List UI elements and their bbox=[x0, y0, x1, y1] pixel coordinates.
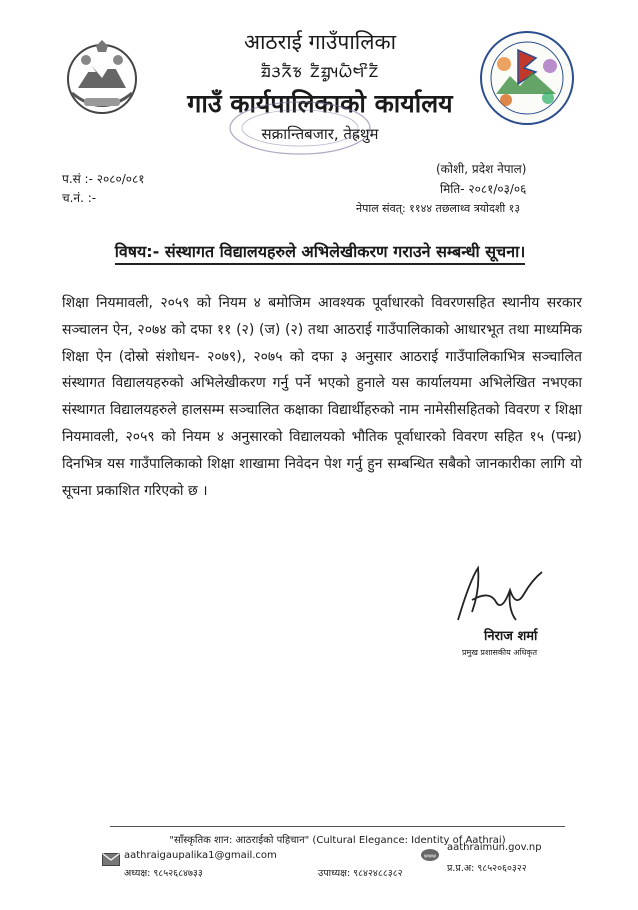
globe-icon bbox=[420, 847, 440, 861]
office-name-limbu: ᤀᤠᤋᤖᤠᤃ ᤁᤠᤀᤢᤵᤐᤠᤗᤡᤁᤠ bbox=[260, 58, 380, 82]
notice-body: शिक्षा नियमावली, २०५९ को नियम ४ बमोजिम आवश्यक पूर्वाधारको विवरणसहित स्थानीय सरकार सञ्चालन ऐन, २०७४ को दफा ११ (२) (ज) (२) तथा आठराई गाउँपालिकाको आधारभूत तथा माध्यमिक शिक्षा ऐन (दोस्रो संशोधन- २०७९), २०७५ को दफा ३ अनुसार आठराई गाउँपालिकाभित्र सञ्चालित संस्थागत विद्यालयहरुको अभिलेखीकरण गर्नु पर्ने भएको हुनाले यस कार्यालयमा अभिलेखित नभएका संस्थागत विद्यालयहरुले हालसम्म सञ्चालित कक्षाका विद्यार्थीहरुको नाम नामेसीसहितको विवरण र शिक्षा नियमावली, २०५९ को नियम ४ अनुसारको विद्यालयको भौतिक पूर्वाधारको विवरण सहित १५ (पन्ध्र) दिनभित्र यस गाउँपालिकाको शिक्षा शाखामा निवेदन पेश गर्नु हुन सम्बन्धित सबैको जानकारीका लागि यो सूचना प्रकाशित गरिएको छ । bbox=[62, 295, 582, 499]
office-title: गाउँ कार्यपालिकाको कार्यालय bbox=[187, 89, 453, 118]
office-stamp-icon bbox=[225, 100, 375, 160]
footer-slogan: "साँस्कृतिक शान: आठराईको पहिचान" (Cultural Elegance: Identity of Aathrai) bbox=[169, 835, 506, 846]
office-name: आठराई गाउँपालिका bbox=[243, 30, 397, 54]
footer-vice-chair-phone: उपाध्यक्ष: ९८४२४८८३८२ bbox=[318, 868, 403, 879]
footer-website[interactable]: aathraimun.gov.np bbox=[447, 842, 542, 853]
nepal-samvat-date: नेपाल संवत्: ११४४ तछलाथ्व त्रयोदशी १३ bbox=[356, 202, 521, 215]
footer-cao-phone: प्र.प्र.अ: ९८५२०६०३२२ bbox=[447, 863, 527, 874]
email-icon bbox=[102, 851, 120, 864]
footer-divider bbox=[110, 826, 565, 827]
province-label: (कोशी, प्रदेश नेपाल) bbox=[436, 162, 527, 176]
signatory-name: निराज शर्मा bbox=[484, 629, 538, 644]
dispatch-number: च.नं. :- bbox=[62, 191, 97, 205]
footer-chair-phone: अध्यक्ष: ९८५२६८४७३३ bbox=[124, 868, 203, 879]
signatory-title: प्रमुख प्रशासकीय अधिकृत bbox=[462, 648, 538, 657]
footer-email[interactable]: aathraigaupalika1@gmail.com bbox=[124, 850, 277, 861]
svg-text:www: www bbox=[423, 853, 437, 860]
office-address: सक्रान्तिबजार, तेह्रथुम bbox=[261, 125, 379, 143]
notice-subject: विषय:- संस्थागत विद्यालयहरुले अभिलेखीकरण गराउने सम्बन्धी सूचना। bbox=[30, 240, 610, 262]
reference-number: प.सं :- २०८०/०८१ bbox=[62, 172, 145, 186]
date-label: मिति- २०८१/०३/०६ bbox=[440, 182, 527, 196]
signature-icon bbox=[450, 560, 570, 630]
